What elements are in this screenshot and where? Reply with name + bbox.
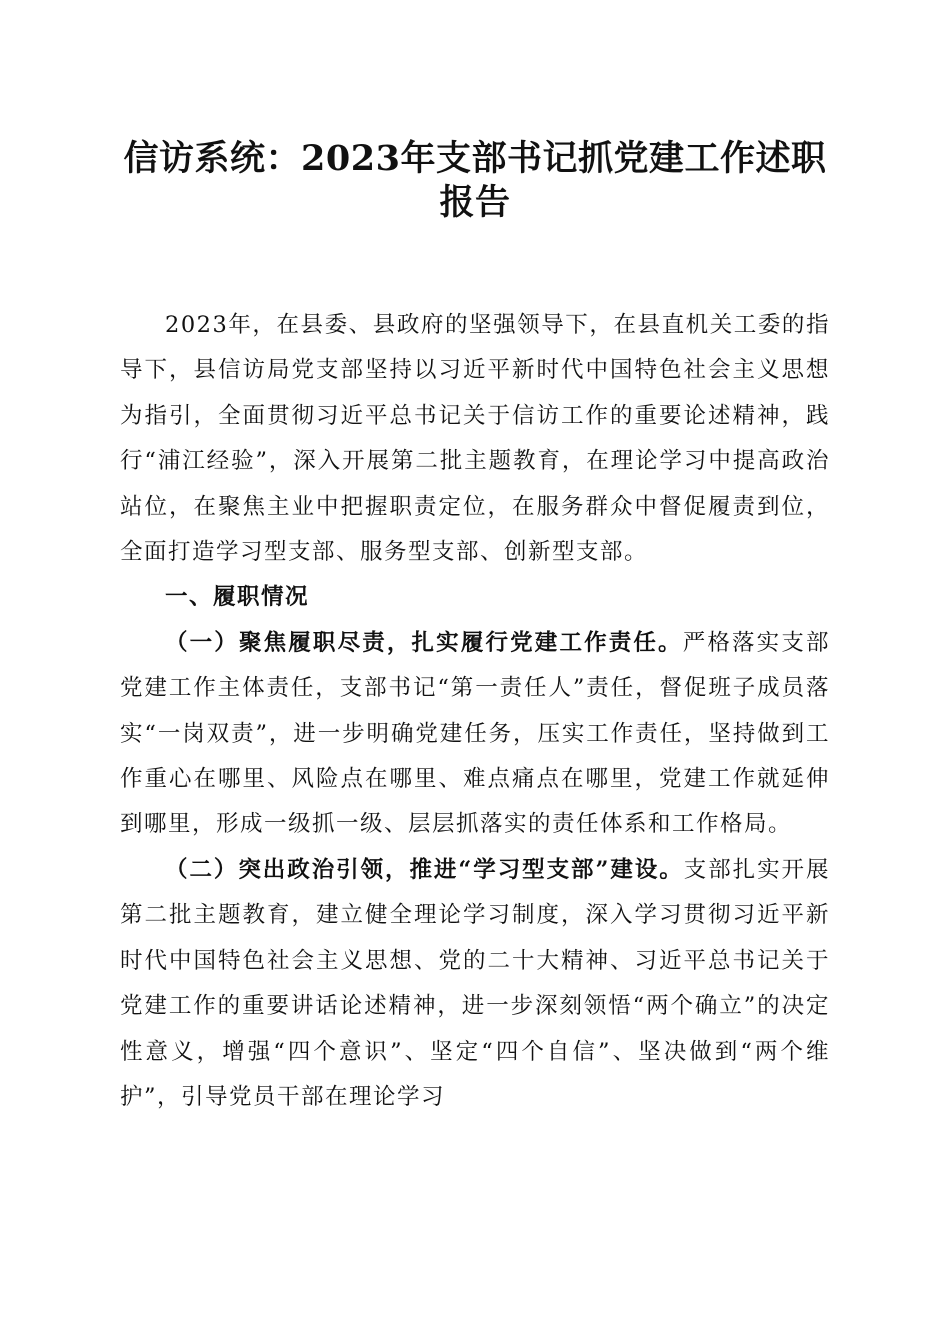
document-body [120,303,830,1120]
item-2-lead: （二）突出政治引领，推进“学习型支部”建设。 [165,856,684,883]
item-1-text: 严格落实支部党建工作主体责任，支部书记“第一责任人”责任，督促班子成员落实“一岗双责”，进一步明确党建任务，压实工作责任，坚持做到工作重心在哪里、风险点在哪里、难点痛点在哪里，党建工作就延伸到哪里，形成一级抓一级、层层抓落实的责任体系和工作格局。 [120,629,830,838]
item-1-lead: （一）聚焦履职尽责，扎实履行党建工作责任。 [165,629,683,656]
section-heading: 一、履职情况 [165,584,310,611]
item-2-paragraph [120,848,830,1120]
title-line-1: 信访系统：2023年支部书记抓党建工作述职 [123,138,827,179]
item-2-text: 支部扎实开展第二批主题教育，建立健全理论学习制度，深入学习贯彻习近平新时代中国特色社会主义思想、党的二十大精神、习近平总书记关于党建工作的重要讲话论述精神，进一步深刻领悟“两个确立”的决定性意义，增强“四个意识”、坚定“四个自信”、坚决做到“两个维护”，引导党员干部在理论学习 [120,856,830,1110]
document-title [120,137,830,225]
title-line-2: 报告 [439,182,511,223]
intro-paragraph: 2023年，在县委、县政府的坚强领导下，在县直机关工委的指导下，县信访局党支部坚持以习近平新时代中国特色社会主义思想为指引，全面贯彻习近平总书记关于信访工作的重要论述精神，践行“浦江经验”，深入开展第二批主题教育，在理论学习中提高政治站位，在聚焦主业中把握职责定位，在服务群众中督促履责到位，全面打造学习型支部、服务型支部、创新型支部。 [120,312,830,566]
item-1-paragraph [120,621,830,848]
